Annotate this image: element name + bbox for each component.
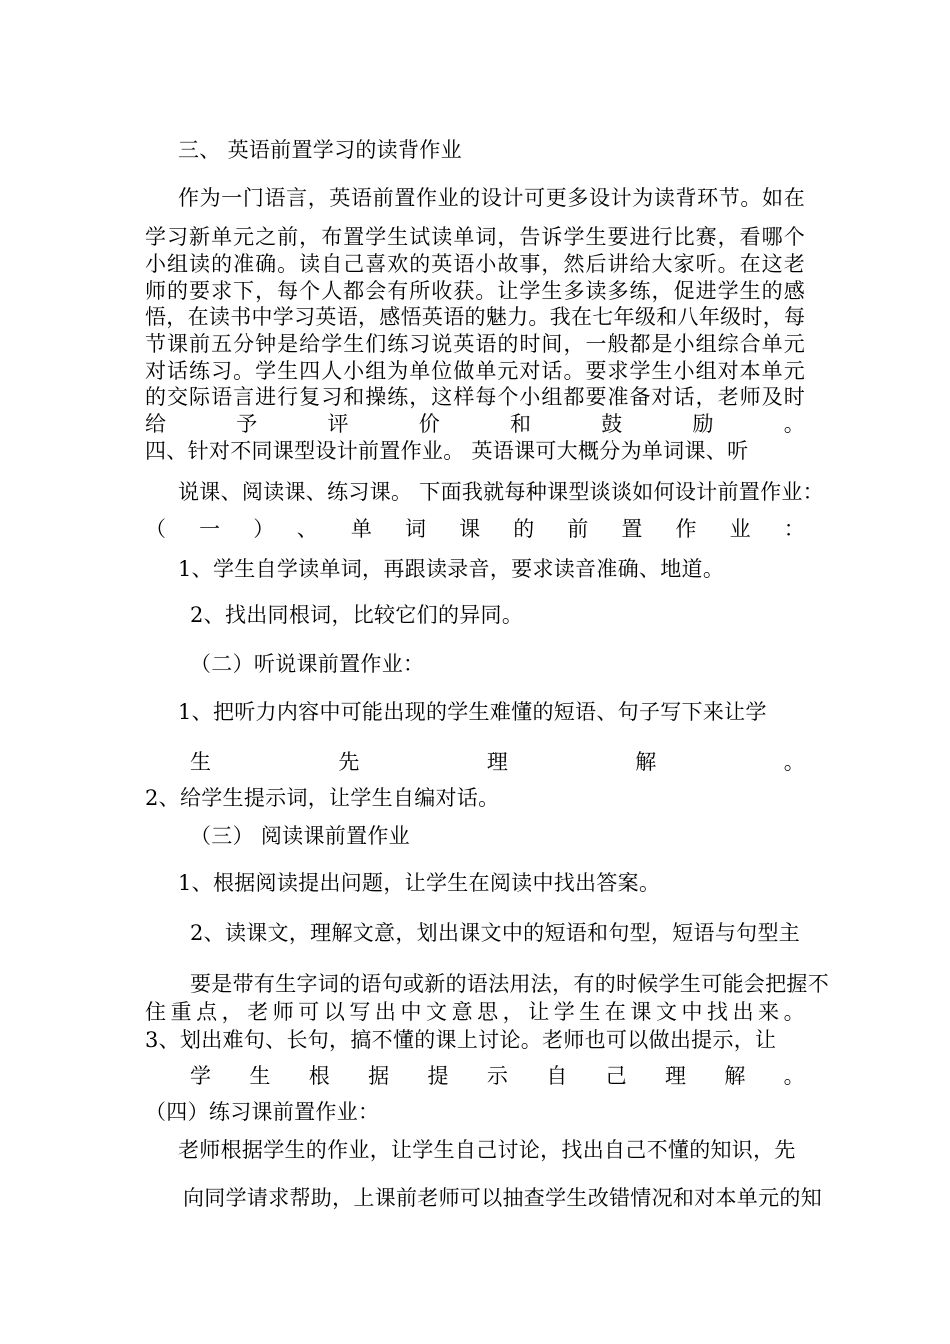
list-item-continued: 2、给学生提示词，让学生自编对话。 [145, 786, 500, 810]
paragraph-line: 四、针对不同课型设计前置作业。 英语课可大概分为单词课、听 [145, 439, 749, 463]
list-item: 2、读课文，理解文意，划出课文中的短语和句型，短语与句型主 [190, 921, 801, 945]
list-item-continued: （四）练习课前置作业： [145, 1100, 380, 1124]
paragraph-line: 给予评价和鼓励。 [145, 412, 805, 436]
subheading-listening: 1、把听力内容中可能出现的学生难懂的短语、句子写下来让学 [178, 700, 767, 724]
section-heading-3: 三、 英语前置学习的读背作业 [178, 138, 462, 162]
list-item: （二）听说课前置作业： [190, 652, 425, 676]
subheading-practice: 老师根据学生的作业，让学生自己讨论，找出自己不懂的知识，先 [178, 1138, 796, 1162]
paragraph-line: 对话练习。学生四人小组为单位做单元对话。要求学生小组对本单元 [145, 359, 805, 383]
paragraph-line: 的交际语言进行复习和操练，这样每个小组都要准备对话，老师及时 [145, 385, 805, 409]
list-item: 2、找出同根词，比较它们的异同。 [190, 603, 524, 627]
paragraph-line: 作为一门语言，英语前置作业的设计可更多设计为读背环节。如在 [178, 186, 805, 210]
list-item: 生先理解。 [190, 750, 805, 774]
paragraph-line: 悟，在读书中学习英语，感悟英语的魅力。我在七年级和八年级时，每 [145, 305, 806, 329]
list-item: 要是带有生字词的语句或新的语法用法，有的时候学生可能会把握不 [190, 972, 829, 996]
paragraph-line: 向同学请求帮助，上课前老师可以抽查学生改错情况和对本单元的知 [183, 1186, 822, 1210]
paragraph-line: 学习新单元之前，布置学生试读单词，告诉学生要进行比赛，看哪个 [145, 225, 805, 249]
paragraph-line: 师的要求下，每个人都会有所收获。让学生多读多练，促进学生的感 [145, 279, 805, 303]
paragraph-line: 小组读的准确。读自己喜欢的英语小故事，然后讲给大家听。在这老 [145, 252, 805, 276]
paragraph-line: （一）、单词课的前置作业： [145, 517, 805, 541]
list-item-continued: 住重点，老师可以写出中文意思，让学生在课文中找出来。 [145, 1000, 805, 1024]
list-item: （三） 阅读课前置作业 [190, 824, 410, 848]
list-item: 学生根据提示自己理解。 [190, 1064, 805, 1088]
subheading-reading: 1、根据阅读提出问题，让学生在阅读中找出答案。 [178, 871, 661, 895]
subheading-vocabulary: 1、学生自学读单词，再跟读录音，要求读音准确、地道。 [178, 557, 725, 581]
section-heading-4: 说课、阅读课、练习课。 下面我就每种课型谈谈如何设计前置作业： [178, 480, 824, 504]
list-item-continued: 3、划出难句、长句，搞不懂的课上讨论。老师也可以做出提示，让 [145, 1028, 777, 1052]
paragraph-line: 节课前五分钟是给学生们练习说英语的时间，一般都是小组综合单元 [145, 332, 805, 356]
